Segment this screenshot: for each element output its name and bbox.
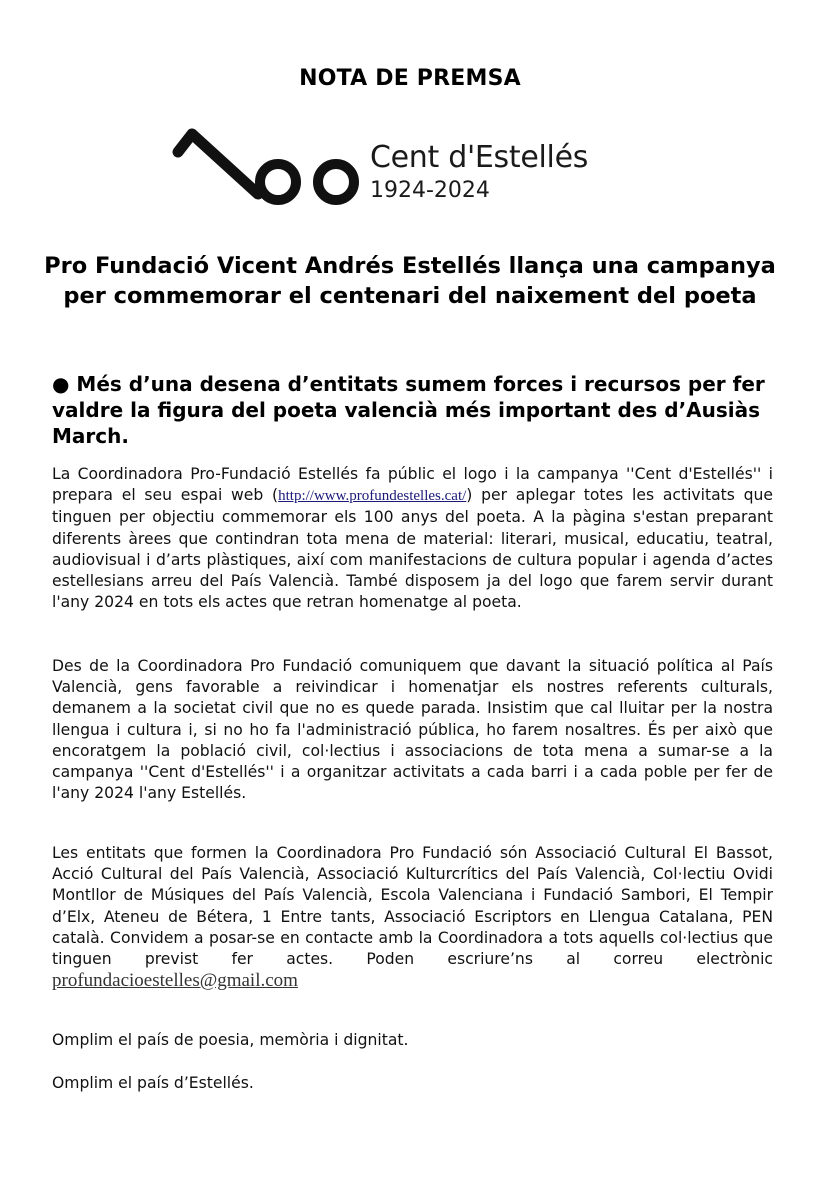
paragraph-entities [52,843,773,992]
closing-line-poetry: Omplim el país de poesia, memòria i dignitat. [52,1031,409,1049]
headline: Pro Fundació Vicent Andrés Estellés llança una campanya per commemorar el centenari del naixement del poeta [44,253,776,309]
highlight-text: Més d’una desena d’entitats sumem forces i recursos per fer valdre la figura del poeta valencià més important des d’Ausiàs March. [52,372,765,448]
logo-years: 1924-2024 [370,178,490,203]
p1-text-before-link: La Coordinadora Pro-Fundació Estellés fa públic el logo i la campanya ''Cent d'Estellés'' i prepara el seu espai web ( [52,465,773,505]
paragraph-political-situation: Des de la Coordinadora Pro Fundació comuniquem que davant la situació política al País Valencià, gens favorable a reivindicar i homenatjar els nostres referents culturals, demanem a la societat civil que no es quede parada. Insistim que cal lluitar per la nostra llengua i cultura i, si no ho fa l'administració pública, ho farem nosaltres. És per això que encoratgem la població civil, col·lectius i associacions de tota mena a sumar-se a la campanya ''Cent d'Estellés'' i a organitzar activitats a cada barri i a cada poble per fer de l'any 2024 l'any Estellés. [52,657,773,803]
email-link[interactable]: profundacioestelles@gmail.com [52,970,298,992]
logo-name: Cent d'Estellés [370,140,589,175]
p1-text-after-link: ) per aplegar totes les activitats que tinguen per objectiu commemorar els 100 anys del poeta. A la pàgina s'estan preparant diferents àrees que contindran tota mena de material: literari, musical, educatiu, teatral, audiovisual i d’arts plàstiques, així com manifestacions de cultura popular i agenda d’actes estellesians arreu del País Valencià. També disposem ja del logo que farem servir durant l'any 2024 en tots els actes que retran homenatge al poeta. [52,486,773,612]
paragraph-campaign [52,464,773,613]
logo-100-mark-icon [172,124,372,210]
website-link[interactable]: http://www.profundestelles.cat/ [278,488,467,505]
bullet-dot-icon: ● [52,372,70,396]
closing-line-estelles: Omplim el país d’Estellés. [52,1074,254,1092]
p3-text: Les entitats que formen la Coordinadora Pro Fundació són Associació Cultural El Bassot, Acció Cultural del País Valencià, Associació Kulturcrítics del País Valencià, Col·lectiu Ovidi Montllor de Músiques del País Valencià, Escola Valenciana i Fundació Sambori, El Tempir d’Elx, Ateneu de Bétera, 1 Entre tants, Associació Escriptors en Llengua Catalana, PEN català. Convidem a posar-se en contacte amb la Coordinadora a tots aquells col·lectius que tinguen previst fer actes. Poden escriure’ns al correu electrònic [52,844,773,969]
cent-destelles-logo [172,124,612,210]
highlight-bullet [52,371,774,449]
document-label: NOTA DE PREMSA [299,66,521,91]
